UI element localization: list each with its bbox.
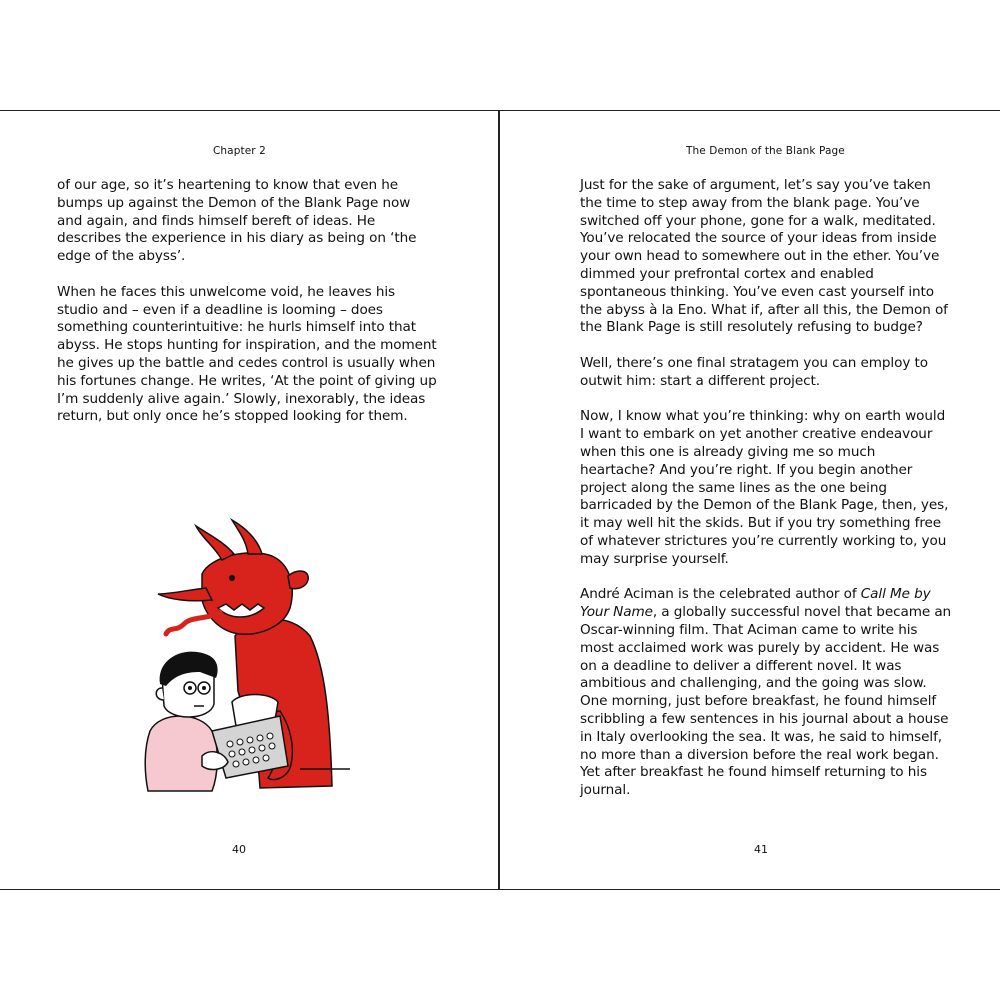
left-page	[0, 111, 499, 889]
running-head-chapter: Chapter 2	[213, 145, 266, 157]
book-spread	[0, 110, 1000, 890]
right-body-text	[580, 177, 952, 818]
book-title: Call Me by Your Name	[580, 586, 931, 621]
paragraph-aciman	[580, 586, 952, 800]
devil-eye	[229, 575, 235, 581]
typewriter-body	[212, 716, 288, 778]
paragraph: Just for the sake of argument, let’s say you’ve taken the time to step away from the blank page. You’ve switched off your phone, gone for a walk, meditated. You’ve relocated the source of your ideas from inside your own head to somewhere out in the ether. You’ve dimmed your prefrontal cortex and enabled spontaneous thinking. You’ve even cast yourself into the abyss à la Eno. What if, after all this, the Demon of the Blank Page is still resolutely refusing to budge?	[580, 177, 948, 336]
paragraph: Now, I know what you’re thinking: why on earth would I want to embark on yet another creative endeavour when this one is already giving me so much heartache? And you’re right. If you begin another project along the same lines as the one being barricaded by the Demon of the Blank Page, then, yes, it may well hit the skids. But if you try something free of whatever strictures you’re currently working to, you may surprise yourself.	[580, 408, 949, 567]
page-number-left: 40	[232, 843, 246, 856]
paragraph-text: , a globally successful novel that became an Oscar-winning film. That Aciman came to write his most acclaimed work was purely by accident. He was on a deadline to deliver a different novel. It was ambitious and challenging, and the going was slow. One morning, just before breakfast, he found himself scribbling a few sentences in his journal about a house in Italy overlooking the sea. It was, he said to himself, no more than a diversion before the real work began. Yet after breakfast he found himself returning to his journal.	[580, 604, 952, 799]
devil-head	[202, 553, 292, 634]
paragraph: When he faces this unwelcome void, he leaves his studio and – even if a deadline is looming – does something counterintuitive: he hurls himself into that abyss. He stops hunting for inspiration, and the moment he gives up the battle and cedes control is usually when his fortunes change. He writes, ‘At the point of giving up I’m suddenly alive again.’ Slowly, inexorably, the ideas return, but only once he’s stopped looking for them.	[57, 283, 437, 425]
right-page	[499, 111, 1000, 889]
paragraph-text: André Aciman is the celebrated author of	[580, 586, 861, 603]
left-body-text	[57, 177, 437, 444]
devil-ear	[288, 571, 308, 589]
devil-and-typist-icon	[140, 516, 360, 796]
devil-tongue	[166, 612, 220, 634]
paragraph: Well, there’s one final stratagem you can employ to outwit him: start a different project.	[580, 354, 928, 389]
devil-horn-left	[196, 526, 234, 560]
page-number-right: 41	[754, 843, 768, 856]
devil-nose	[158, 588, 212, 601]
paragraph: of our age, so it’s heartening to know that even he bumps up against the Demon of the Blank Page now and again, and finds himself bereft of ideas. He describes the experience in his diary as being on ‘the edge of the abyss’.	[57, 177, 417, 265]
running-head-title: The Demon of the Blank Page	[686, 145, 845, 157]
devil-horn-right	[232, 520, 262, 554]
